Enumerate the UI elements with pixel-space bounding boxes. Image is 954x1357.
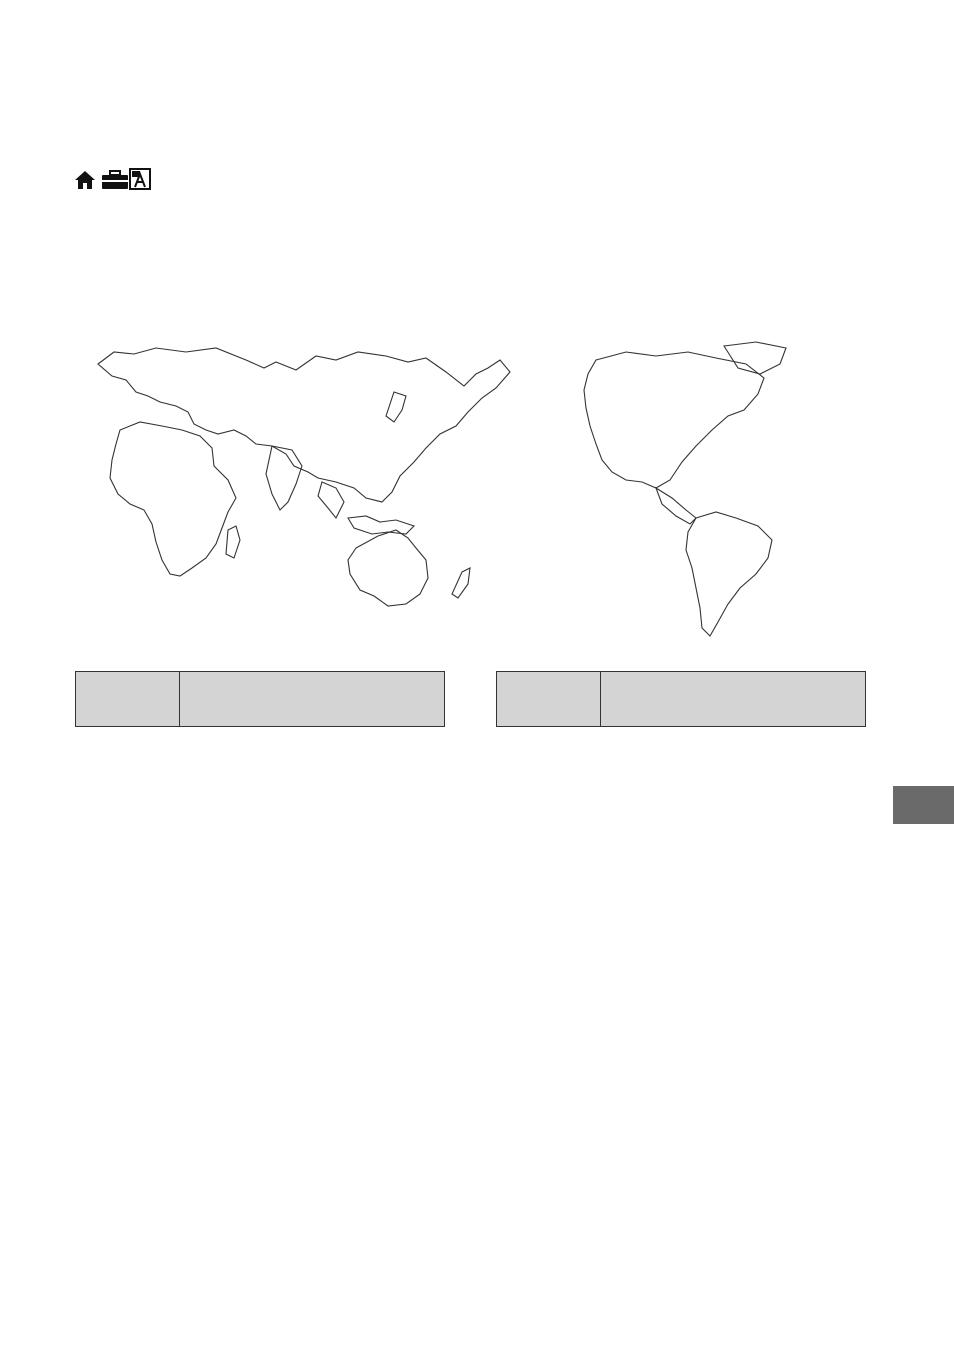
madagascar-outline — [226, 526, 240, 558]
settings-toolbox-icon — [101, 170, 129, 197]
header-time-zone-differences — [76, 672, 180, 727]
header-area-setting — [180, 672, 445, 727]
greenland-outline — [724, 342, 786, 374]
header-time-zone-differences — [497, 672, 601, 727]
japan-outline — [386, 392, 406, 422]
southeast-asia-outline — [318, 482, 344, 518]
table-header-row — [497, 672, 866, 727]
world-time-zone-map — [96, 312, 838, 648]
header-area-setting — [601, 672, 866, 727]
time-zone-table-left — [75, 671, 445, 727]
south-america-outline — [686, 512, 772, 636]
central-america-outline — [656, 488, 696, 524]
new-zealand-outline — [452, 568, 470, 598]
time-zone-table-right — [496, 671, 866, 727]
indonesia-outline — [348, 516, 414, 534]
north-america-outline — [584, 352, 764, 488]
australia-outline — [348, 530, 428, 606]
africa-outline — [110, 422, 236, 576]
side-tab-marker — [893, 786, 954, 824]
continents — [98, 342, 786, 636]
home-icon — [74, 170, 96, 197]
language-icon — [129, 168, 151, 197]
india-outline — [266, 446, 302, 510]
europe-asia-outline — [98, 348, 510, 502]
intro-paragraph — [74, 168, 844, 197]
table-header-row — [76, 672, 445, 727]
